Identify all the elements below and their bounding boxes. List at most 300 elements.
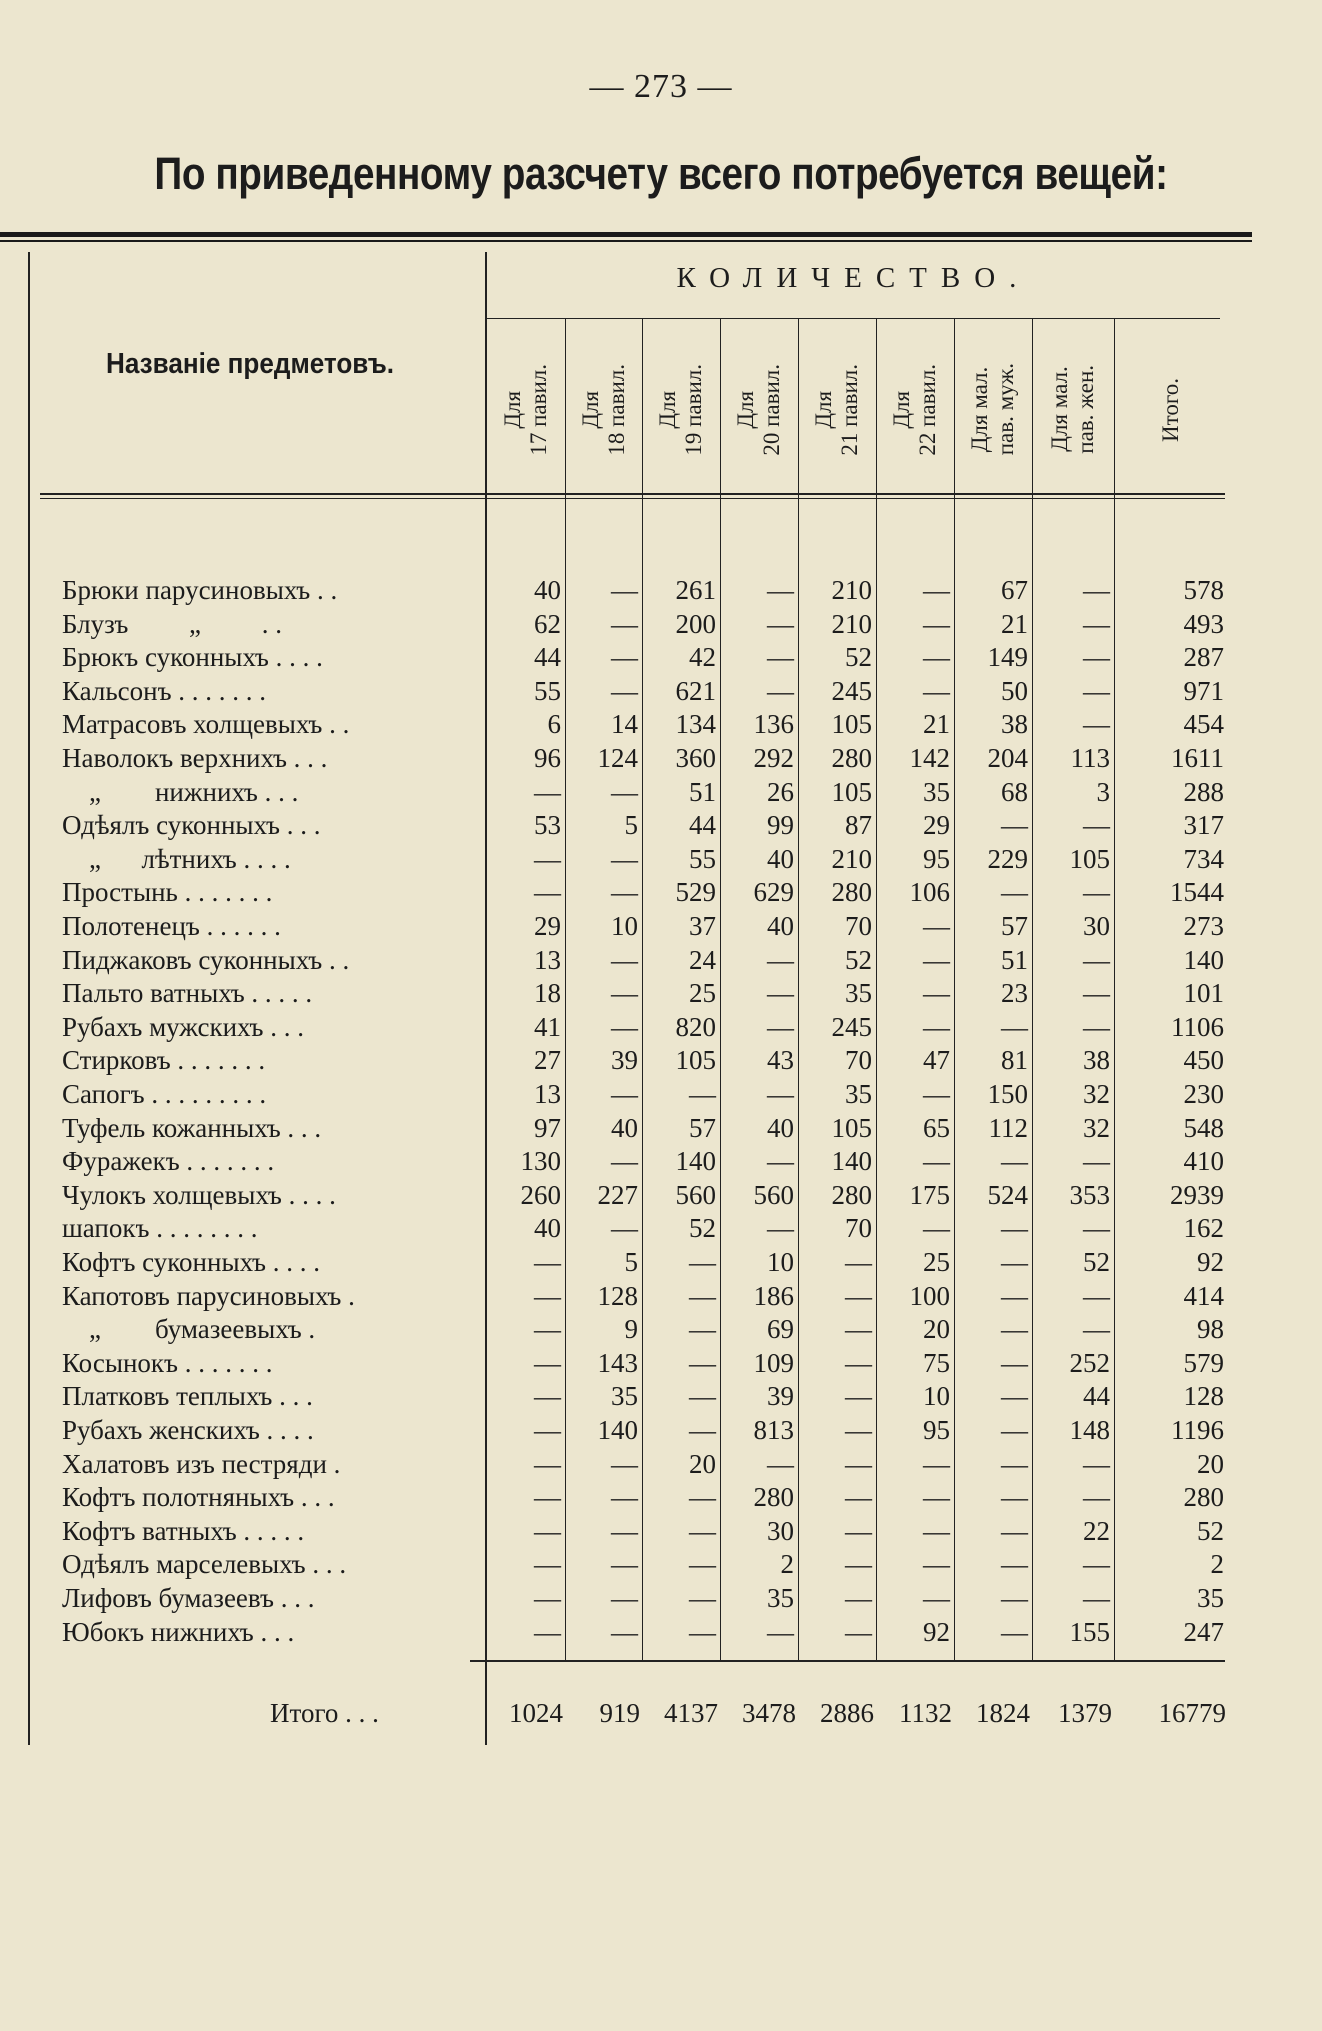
- quantity-cell: 105: [831, 776, 872, 807]
- table-row: [0, 1616, 1300, 1649]
- item-name: Юбокъ нижнихъ . . .: [62, 1616, 295, 1647]
- quantity-cell: —: [1083, 1482, 1110, 1513]
- totals-label: Итого . . .: [270, 1698, 379, 1728]
- quantity-cell: 10: [923, 1381, 950, 1412]
- totals-rule: [470, 1660, 1225, 1662]
- quantity-cell: 14: [611, 709, 638, 740]
- table-row: [0, 574, 1300, 607]
- quantity-cell: —: [1001, 1549, 1028, 1580]
- table-row: [0, 1548, 1300, 1581]
- quantity-cell: 38: [1083, 1045, 1110, 1076]
- quantity-cell: 75: [923, 1347, 950, 1378]
- quantity-cell: —: [689, 1347, 716, 1378]
- quantity-cell: —: [534, 1583, 561, 1613]
- quantity-cell: —: [1001, 1146, 1028, 1177]
- quantity-cell: 41: [534, 1011, 561, 1042]
- quantity-cell: —: [767, 1616, 794, 1647]
- quantity-cell: —: [1083, 709, 1110, 740]
- item-name: Туфель кожанныхъ . . .: [62, 1112, 322, 1143]
- quantity-cell: 105: [831, 1112, 872, 1143]
- quantity-cell: —: [923, 575, 950, 605]
- quantity-cell: 260: [520, 1179, 561, 1210]
- column-header: [565, 332, 642, 487]
- quantity-cell: 18: [534, 978, 561, 1009]
- quantity-cell: —: [923, 675, 950, 706]
- quantity-cell: —: [845, 1415, 872, 1445]
- quantity-cell: 35: [845, 1079, 872, 1109]
- quantity-cell: 51: [1001, 944, 1028, 975]
- quantity-cell: 57: [689, 1112, 716, 1143]
- quantity-cell: —: [845, 1583, 872, 1613]
- quantity-cell: 105: [831, 709, 872, 740]
- quantity-cell: —: [923, 1079, 950, 1109]
- row-total-cell: 1544: [1170, 877, 1224, 908]
- quantity-cell: 175: [909, 1179, 950, 1210]
- quantity-cell: 621: [675, 675, 716, 706]
- quantity-cell: 44: [689, 810, 716, 841]
- row-total-cell: 230: [1183, 1079, 1224, 1109]
- item-name: Кофтъ ватныхъ . . . . .: [62, 1515, 305, 1546]
- quantity-cell: —: [845, 1482, 872, 1513]
- quantity-cell: 292: [753, 743, 794, 773]
- quantity-cell: —: [611, 843, 638, 874]
- quantity-cell: —: [611, 1583, 638, 1613]
- table-row: [0, 675, 1300, 708]
- row-total-cell: 287: [1183, 642, 1224, 673]
- table-row: [0, 776, 1300, 809]
- quantity-cell: —: [1001, 1280, 1028, 1311]
- item-name: Чулокъ холщевыхъ . . . .: [62, 1179, 336, 1210]
- quantity-cell: 35: [767, 1583, 794, 1613]
- item-name: Косынокъ . . . . . . .: [62, 1347, 273, 1378]
- row-total-cell: 493: [1183, 608, 1224, 639]
- table-row: [0, 708, 1300, 741]
- quantity-cell: —: [923, 608, 950, 639]
- quantity-cell: —: [689, 1482, 716, 1513]
- quantity-cell: —: [689, 1314, 716, 1345]
- quantity-cell: 52: [845, 642, 872, 673]
- row-total-cell: 734: [1183, 843, 1224, 874]
- quantity-cell: 3: [1096, 776, 1110, 807]
- column-header: [487, 332, 565, 487]
- quantity-cell: 820: [675, 1011, 716, 1042]
- row-total-cell: 140: [1183, 944, 1224, 975]
- quantity-cell: —: [1001, 1616, 1028, 1647]
- item-name: Матрасовъ холщевыхъ . .: [62, 709, 350, 740]
- column-header-label: Для 21 павил.: [811, 363, 862, 456]
- quantity-cell: —: [767, 944, 794, 975]
- quantity-cell: —: [923, 642, 950, 673]
- table-row: [0, 876, 1300, 909]
- row-total-cell: 410: [1183, 1146, 1224, 1177]
- row-total-cell: 247: [1183, 1616, 1224, 1647]
- quantity-cell: 106: [909, 877, 950, 908]
- row-total-cell: 1611: [1171, 743, 1224, 773]
- row-total-cell: 288: [1183, 776, 1224, 807]
- quantity-cell: —: [845, 1549, 872, 1580]
- quantity-cell: 2: [780, 1549, 794, 1580]
- quantity-cell: 134: [675, 709, 716, 740]
- quantity-cell: —: [767, 1079, 794, 1109]
- quantity-cell: 10: [767, 1247, 794, 1277]
- quantity-cell: —: [689, 1616, 716, 1647]
- item-name: Простынь . . . . . . .: [62, 877, 273, 908]
- quantity-cell: —: [534, 1381, 561, 1412]
- quantity-cell: —: [534, 1415, 561, 1445]
- quantity-cell: —: [1083, 978, 1110, 1009]
- quantity-cell: 50: [1001, 675, 1028, 706]
- quantity-cell: —: [1083, 944, 1110, 975]
- quantity-cell: —: [1083, 675, 1110, 706]
- row-total-cell: 578: [1183, 575, 1224, 605]
- item-name: Рубахъ женскихъ . . . .: [62, 1415, 314, 1445]
- table-row: [0, 1212, 1300, 1245]
- row-total-cell: 273: [1183, 911, 1224, 941]
- quantity-cell: 227: [597, 1179, 638, 1210]
- quantity-cell: 140: [597, 1415, 638, 1445]
- item-name: „ бумазеевыхъ .: [62, 1314, 316, 1345]
- item-name: Наволокъ верхнихъ . . .: [62, 743, 328, 773]
- column-header-label: Для 17 павил.: [500, 363, 551, 456]
- quantity-cell: —: [1001, 1347, 1028, 1378]
- total-cell: 3478: [742, 1698, 796, 1728]
- quantity-cell: 52: [689, 1213, 716, 1244]
- quantity-cell: —: [611, 608, 638, 639]
- quantity-cell: 70: [845, 911, 872, 941]
- quantity-cell: 21: [1001, 608, 1028, 639]
- quantity-cell: 51: [689, 776, 716, 807]
- row-total-cell: 579: [1183, 1347, 1224, 1378]
- row-total-cell: 20: [1197, 1448, 1224, 1479]
- quantity-cell: 53: [534, 810, 561, 841]
- quantity-cell: 30: [767, 1515, 794, 1546]
- column-header-label: Для 19 павил.: [655, 363, 706, 456]
- quantity-cell: 105: [1069, 843, 1110, 874]
- item-name: Кальсонъ . . . . . . .: [62, 675, 267, 706]
- page-number: — 273 —: [589, 68, 733, 105]
- table-row: [0, 641, 1300, 674]
- quantity-cell: —: [1001, 1247, 1028, 1277]
- table-row: [0, 1582, 1300, 1615]
- quantity-cell: —: [845, 1347, 872, 1378]
- quantity-cell: 524: [987, 1179, 1028, 1210]
- quantity-cell: 280: [831, 877, 872, 908]
- row-total-cell: 98: [1197, 1314, 1224, 1345]
- quantity-cell: —: [767, 1146, 794, 1177]
- table-row: [0, 1313, 1300, 1346]
- quantity-cell: —: [1001, 1314, 1028, 1345]
- quantity-cell: —: [611, 978, 638, 1009]
- quantity-cell: 148: [1069, 1415, 1110, 1445]
- item-name: Сапогъ . . . . . . . . .: [62, 1079, 267, 1109]
- quantity-cell: —: [611, 877, 638, 908]
- quantity-cell: 629: [753, 877, 794, 908]
- table-row: [0, 742, 1300, 775]
- row-total-cell: 52: [1197, 1515, 1224, 1546]
- quantity-cell: 9: [624, 1314, 638, 1345]
- quantity-cell: 360: [675, 743, 716, 773]
- row-total-cell: 92: [1197, 1247, 1224, 1277]
- total-cell: 919: [599, 1698, 640, 1728]
- quantity-cell: 280: [831, 1179, 872, 1210]
- quantity-group-header: КОЛИЧЕСТВО.: [676, 262, 1031, 294]
- quantity-cell: —: [611, 642, 638, 673]
- quantity-cell: —: [1001, 1583, 1028, 1613]
- quantity-cell: 20: [689, 1448, 716, 1479]
- row-total-cell: 2: [1210, 1549, 1224, 1580]
- item-name: Стирковъ . . . . . . .: [62, 1045, 266, 1076]
- quantity-cell: 40: [534, 575, 561, 605]
- quantity-cell: —: [923, 1213, 950, 1244]
- quantity-cell: —: [534, 776, 561, 807]
- table-row: [0, 910, 1300, 943]
- quantity-cell: —: [1001, 810, 1028, 841]
- quantity-cell: 26: [767, 776, 794, 807]
- quantity-cell: 21: [923, 709, 950, 740]
- quantity-cell: —: [923, 1583, 950, 1613]
- quantity-cell: 95: [923, 843, 950, 874]
- quantity-cell: 155: [1069, 1616, 1110, 1647]
- quantity-cell: —: [845, 1616, 872, 1647]
- quantity-cell: 70: [845, 1213, 872, 1244]
- quantity-cell: —: [767, 1448, 794, 1479]
- column-header: [876, 332, 954, 487]
- item-name: Блузъ „ . .: [62, 608, 283, 639]
- quantity-cell: 200: [675, 608, 716, 639]
- quantity-cell: —: [845, 1381, 872, 1412]
- row-total-cell: 1106: [1171, 1011, 1224, 1042]
- quantity-cell: 37: [689, 911, 716, 941]
- quantity-cell: 5: [624, 1247, 638, 1277]
- table-row: [0, 1044, 1300, 1077]
- quantity-cell: 5: [624, 810, 638, 841]
- item-name: Пальто ватныхъ . . . . .: [62, 978, 313, 1009]
- quantity-cell: —: [1001, 1011, 1028, 1042]
- quantity-cell: —: [1083, 877, 1110, 908]
- quantity-cell: 69: [767, 1314, 794, 1345]
- quantity-cell: —: [611, 1482, 638, 1513]
- quantity-cell: 29: [534, 911, 561, 941]
- quantity-cell: 81: [1001, 1045, 1028, 1076]
- quantity-cell: 32: [1083, 1079, 1110, 1109]
- quantity-cell: —: [767, 608, 794, 639]
- quantity-cell: 113: [1070, 743, 1110, 773]
- item-name: Кофтъ полотняныхъ . . .: [62, 1482, 335, 1513]
- quantity-cell: —: [1001, 1448, 1028, 1479]
- item-name: Капотовъ парусиновыхъ .: [62, 1280, 355, 1311]
- quantity-cell: —: [1001, 1515, 1028, 1546]
- table-row: [0, 1347, 1300, 1380]
- quantity-cell: —: [923, 944, 950, 975]
- quantity-cell: —: [534, 1247, 561, 1277]
- quantity-cell: 353: [1069, 1179, 1110, 1210]
- row-total-cell: 1196: [1171, 1415, 1224, 1445]
- quantity-cell: 25: [923, 1247, 950, 1277]
- quantity-cell: 245: [831, 1011, 872, 1042]
- column-header-label: Для 20 павил.: [733, 363, 784, 456]
- quantity-cell: 142: [909, 743, 950, 773]
- quantity-cell: 52: [845, 944, 872, 975]
- column-header: [642, 332, 720, 487]
- quantity-cell: 124: [597, 743, 638, 773]
- quantity-cell: —: [845, 1314, 872, 1345]
- quantity-cell: 35: [923, 776, 950, 807]
- row-total-cell: 101: [1183, 978, 1224, 1009]
- quantity-cell: 22: [1083, 1515, 1110, 1546]
- quantity-cell: 97: [534, 1112, 561, 1143]
- quantity-cell: —: [1001, 1381, 1028, 1412]
- quantity-cell: —: [611, 575, 638, 605]
- item-name-column-header: Названіе предметовъ.: [106, 348, 394, 380]
- item-name: Кофтъ суконныхъ . . . .: [62, 1247, 321, 1277]
- quantity-cell: —: [767, 642, 794, 673]
- quantity-cell: —: [611, 1448, 638, 1479]
- quantity-cell: 96: [534, 743, 561, 773]
- total-cell: 4137: [664, 1698, 718, 1728]
- quantity-cell: —: [923, 1448, 950, 1479]
- item-name: Полотенецъ . . . . . .: [62, 911, 281, 941]
- quantity-cell: —: [845, 1448, 872, 1479]
- quantity-cell: 35: [845, 978, 872, 1009]
- quantity-cell: 10: [611, 911, 638, 941]
- quantity-cell: 40: [767, 843, 794, 874]
- quantity-cell: —: [689, 1549, 716, 1580]
- table-row: [0, 1011, 1300, 1044]
- quantity-cell: 99: [767, 810, 794, 841]
- quantity-cell: —: [534, 1314, 561, 1345]
- item-name: Брюкъ суконныхъ . . . .: [62, 642, 323, 673]
- quantity-cell: 210: [831, 608, 872, 639]
- total-cell: 2886: [820, 1698, 874, 1728]
- quantity-cell: —: [534, 1347, 561, 1378]
- quantity-cell: 67: [1001, 575, 1028, 605]
- quantity-cell: —: [534, 1616, 561, 1647]
- column-header-label: Для 18 павил.: [577, 363, 629, 456]
- quantity-cell: 40: [611, 1112, 638, 1143]
- quantity-cell: 40: [767, 911, 794, 941]
- quantity-cell: 560: [675, 1179, 716, 1210]
- quantity-cell: —: [923, 1011, 950, 1042]
- table-row: [0, 1112, 1300, 1145]
- quantity-cell: —: [611, 1549, 638, 1580]
- quantity-cell: —: [534, 1515, 561, 1546]
- quantity-cell: 44: [1083, 1381, 1110, 1412]
- totals-row: [0, 1695, 1300, 1731]
- quantity-cell: —: [611, 944, 638, 975]
- quantity-cell: 13: [534, 1079, 561, 1109]
- quantity-cell: —: [923, 1146, 950, 1177]
- quantity-cell: —: [611, 1011, 638, 1042]
- total-cell: 1132: [899, 1698, 952, 1728]
- quantity-cell: —: [534, 877, 561, 908]
- quantity-cell: 62: [534, 608, 561, 639]
- quantity-cell: —: [611, 1079, 638, 1109]
- quantity-cell: —: [923, 911, 950, 941]
- header-bottom-rule: [40, 493, 1225, 495]
- table-row: [0, 809, 1300, 842]
- quantity-cell: —: [611, 1146, 638, 1177]
- quantity-cell: 261: [675, 575, 716, 605]
- quantity-cell: —: [689, 1280, 716, 1311]
- quantity-cell: 44: [534, 642, 561, 673]
- quantity-cell: —: [1083, 1549, 1110, 1580]
- quantity-cell: —: [1083, 1448, 1110, 1479]
- item-name: Одѣялъ суконныхъ . . .: [62, 810, 321, 841]
- quantity-cell: —: [1083, 1583, 1110, 1613]
- quantity-cell: 140: [675, 1146, 716, 1177]
- top-rule-thin: [0, 240, 1252, 242]
- quantity-cell: 143: [597, 1347, 638, 1378]
- quantity-cell: 210: [831, 575, 872, 605]
- quantity-cell: 65: [923, 1112, 950, 1143]
- column-header-label: Для мал. пав. муж.: [967, 363, 1018, 456]
- row-total-cell: 280: [1183, 1482, 1224, 1513]
- quantity-cell: —: [689, 1381, 716, 1412]
- quantity-cell: 128: [597, 1280, 638, 1311]
- total-cell: 16779: [1158, 1698, 1226, 1728]
- row-total-cell: 35: [1197, 1583, 1224, 1613]
- quantity-cell: —: [923, 1482, 950, 1513]
- quantity-cell: 25: [689, 978, 716, 1009]
- quantity-cell: 24: [689, 944, 716, 975]
- quantity-cell: 150: [987, 1079, 1028, 1109]
- table-row: [0, 1280, 1300, 1313]
- quantity-cell: 130: [520, 1146, 561, 1177]
- table-row: [0, 1145, 1300, 1178]
- total-cell: 1824: [976, 1698, 1030, 1728]
- item-name: „ нижнихъ . . .: [62, 776, 299, 807]
- top-rule: [0, 232, 1252, 237]
- quantity-cell: 39: [767, 1381, 794, 1412]
- quantity-cell: 813: [753, 1415, 794, 1445]
- column-header-label: Для мал. пав. жен.: [1047, 365, 1098, 454]
- quantity-cell: 57: [1001, 911, 1028, 941]
- table-row: [0, 1380, 1300, 1413]
- table-row: [0, 1179, 1300, 1212]
- row-total-cell: 454: [1183, 709, 1224, 740]
- quantity-cell: —: [1083, 1213, 1110, 1244]
- item-name: шапокъ . . . . . . . .: [62, 1213, 258, 1244]
- quantity-cell: 136: [753, 709, 794, 740]
- quantity-cell: 229: [987, 843, 1028, 874]
- header-bottom-rule-thin: [40, 498, 1225, 499]
- quantity-cell: —: [611, 1616, 638, 1647]
- quantity-cell: 280: [753, 1482, 794, 1513]
- quantity-cell: 252: [1069, 1347, 1110, 1378]
- table-row: [0, 843, 1300, 876]
- quantity-cell: —: [845, 1247, 872, 1277]
- item-name: Рубахъ мужскихъ . . .: [62, 1011, 304, 1042]
- quantity-cell: 42: [689, 642, 716, 673]
- quantity-cell: 29: [923, 810, 950, 841]
- quantity-cell: —: [1083, 1011, 1110, 1042]
- quantity-cell: —: [767, 575, 794, 605]
- quantity-cell: 20: [923, 1314, 950, 1345]
- quantity-cell: 47: [923, 1045, 950, 1076]
- row-total-cell: 414: [1183, 1280, 1224, 1311]
- table-row: [0, 1246, 1300, 1279]
- quantity-cell: 32: [1083, 1112, 1110, 1143]
- quantity-cell: —: [767, 1213, 794, 1244]
- quantity-cell: —: [1001, 877, 1028, 908]
- group-header-rule: [487, 318, 1220, 319]
- quantity-cell: —: [845, 1515, 872, 1546]
- quantity-cell: —: [1083, 1314, 1110, 1345]
- quantity-cell: —: [534, 1549, 561, 1580]
- quantity-cell: 204: [987, 743, 1028, 773]
- quantity-cell: 529: [675, 877, 716, 908]
- quantity-cell: —: [611, 1515, 638, 1546]
